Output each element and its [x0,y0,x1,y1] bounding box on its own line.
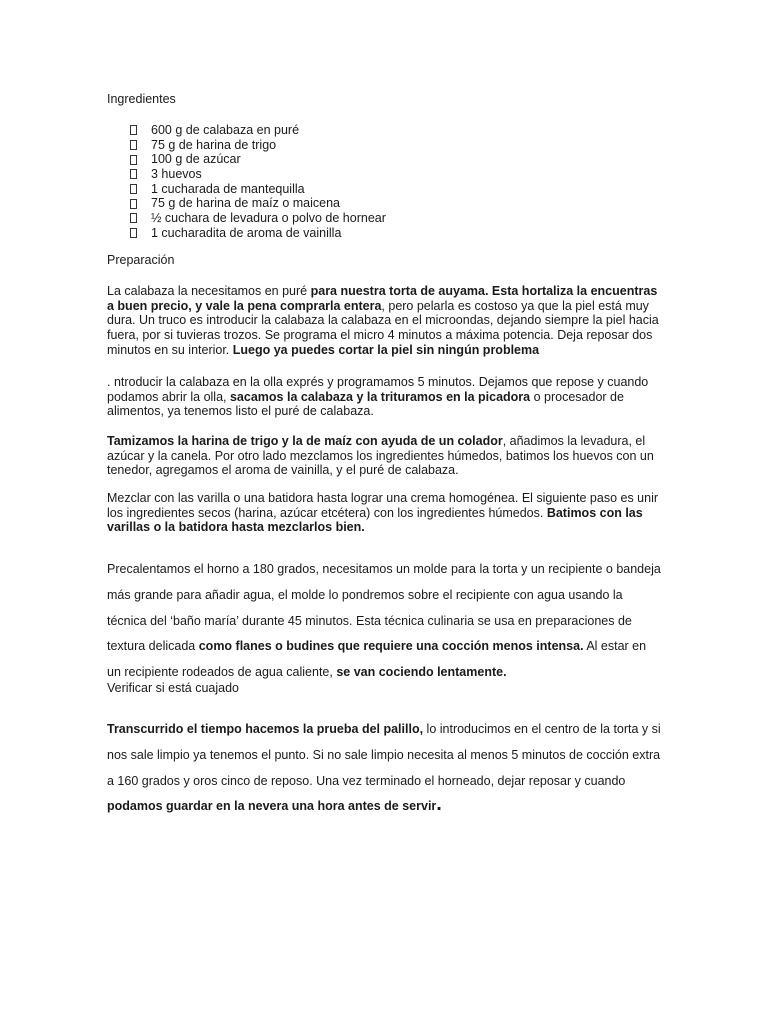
list-item: 100 g de azúcar [130,152,386,167]
bullet-icon [130,155,137,165]
bullet-icon [130,140,137,150]
preparation-heading: Preparación [107,253,175,267]
list-item: 1 cucharada de mantequilla [130,182,386,197]
bullet-icon [130,228,137,238]
paragraph-3: Tamizamos la harina de trigo y la de maíz con ayuda de un colador, añadimos la levadura, el azúcar y la canela. Por otro lado mezclamos los ingredientes húmedos, batimos los huevos con un tenedor, agregamos el aroma de vainilla, y el puré de calabaza. [107,434,654,478]
paragraph-1: La calabaza la necesitamos en puré para nuestra torta de auyama. Esta hortaliza la encuentras a buen precio, y vale la pena comprarla entera, pero pelarla es costoso ya que la piel está muy dura. Un truco es introducir la calabaza la calabaza en el microondas, dejando siempre la piel hacia fuera, por si tuvieras trozos. Se programa el micro 4 minutos a máxima potencia. Deja reposar dos minutos en su interior. Luego ya puedes cortar la piel sin ningún problema [107,284,659,357]
paragraph-6: Verificar si está cuajado [107,681,240,695]
list-item: 75 g de harina de maíz o maicena [130,196,386,211]
paragraph-7: Transcurrido el tiempo hacemos la prueba del palillo, lo introducimos en el centro de la torta y si nos sale limpio ya tenemos el punto. Si no sale limpio necesita al menos 5 minutos de cocción extra a 160 grados y oros cinco de reposo. Una vez terminado el horneado, dejar reposar y cuando podamos guardar en la nevera una hora antes de servir. [107,722,661,816]
ingredients-heading: Ingredientes [107,92,176,106]
list-item: 3 huevos [130,167,386,182]
paragraph-4: Mezclar con las varilla o una batidora hasta lograr una crema homogénea. El siguiente paso es unir los ingredientes secos (harina, azúcar etcétera) con los ingredientes húmedos. Batimos con las varillas o la batidora hasta mezclarlos bien. [107,491,659,535]
paragraph-5: Precalentamos el horno a 180 grados, necesitamos un molde para la torta y un recipiente o bandeja más grande para añadir agua, el molde lo pondremos sobre el recipiente con agua usando la técnica del ‘baño maría’ durante 45 minutos. Esta técnica culinaria se usa en preparaciones de textura delicada como flanes o budines que requiere una cocción menos intensa. Al estar en un recipiente rodeados de agua caliente, se van cociendo lentamente. [107,562,661,680]
bullet-icon [130,125,137,135]
bullet-icon [130,213,137,223]
bullet-icon [130,199,137,209]
list-item: ½ cuchara de levadura o polvo de hornear [130,211,386,226]
ingredients-list [130,123,386,241]
list-item: 75 g de harina de trigo [130,138,386,153]
list-item: 1 cucharadita de aroma de vainilla [130,226,386,241]
list-item: 600 g de calabaza en puré [130,123,386,138]
paragraph-2: . ntroducir la calabaza en la olla exprés y programamos 5 minutos. Dejamos que repose y cuando podamos abrir la olla, sacamos la calabaza y la trituramos en la picadora o procesador de alimentos, ya tenemos listo el puré de calabaza. [107,375,649,419]
bullet-icon [130,169,137,179]
bullet-icon [130,184,137,194]
